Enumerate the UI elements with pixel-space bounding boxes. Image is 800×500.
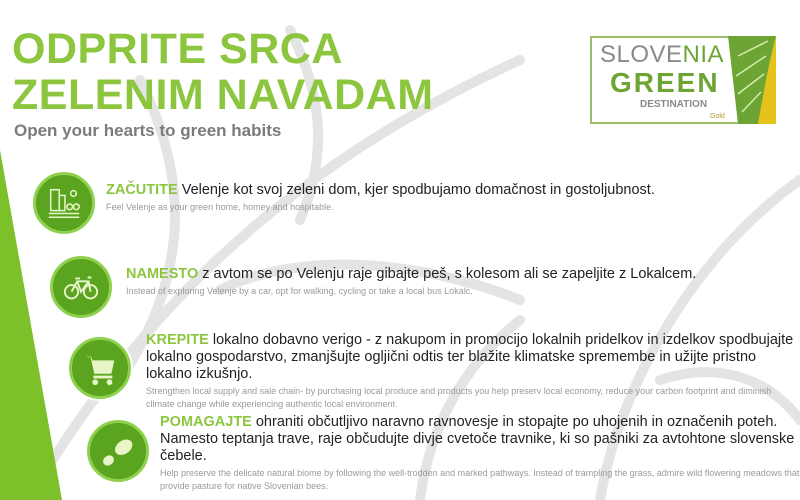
item-english: Strengthen local supply and sale chain- by purchasing local produce and products you help preserv local economy, reduce your carbon footprint and diminish climate change while experiencing authentic local environment. — [146, 386, 772, 409]
slovenia-green-logo — [590, 36, 775, 124]
logo-slovenia — [600, 41, 724, 69]
item-description: lokalno dobavno verigo - z nakupom in promocijo lokalnih pridelkov in izdelkov spodbujajte lokalno gospodarstvo, zmanjšujte ogljični odtis ter blažite klimatske spremembe in užijte pristno lokalno izkušnjo. — [146, 332, 794, 382]
logo-slove: SLOVE — [600, 41, 683, 68]
logo-frame — [590, 36, 742, 124]
item-description: ohraniti občutljivo naravno ravnovesje in stopajte po uhojenih in označenih poteh. Namesto teptanja trave, raje občudujte divje cvetoče travnike, ki so pašniki za avtohtone slovenske čebele. — [160, 414, 795, 464]
item-english: Instead of exploring Velenje by a car, opt for walking, cycling or take a local bus Lokalc. — [126, 286, 473, 296]
headline-line-1: ODPRITE SRCA — [12, 25, 343, 73]
headline-line-2: ZELENIM NAVADAM — [12, 71, 434, 119]
city-icon — [33, 172, 95, 234]
logo-green: GREEN — [610, 67, 720, 98]
logo-nia: NIA — [682, 41, 725, 68]
item-text — [106, 182, 796, 199]
item-text — [160, 414, 800, 465]
logo-level: Gold — [710, 113, 725, 120]
page-headline — [12, 26, 434, 118]
item-english: Help preserve the delicate natural biome by following the well-trodden and marked pathways. Instead of trampling the grass, admire wild flowering meadows that provide pasture for native Slovenian bees. — [160, 468, 800, 491]
item-english: Feel Velenje as your green home, homey and hospitable. — [106, 202, 334, 212]
item-keyword: ZAČUTITE — [106, 182, 178, 198]
item-keyword: POMAGAJTE — [160, 414, 252, 430]
item-keyword: NAMESTO — [126, 266, 199, 282]
bicycle-icon — [50, 256, 112, 318]
item-description: z avtom se po Velenju raje gibajte peš, s kolesom ali se zapeljite z Lokalcem. — [198, 266, 697, 282]
item-text — [126, 266, 796, 283]
page-subtitle: Open your hearts to green habits — [14, 121, 282, 140]
leaf-icon — [728, 36, 778, 124]
shopping-cart-icon — [69, 337, 131, 399]
item-text — [146, 332, 796, 383]
item-description: Velenje kot svoj zeleni dom, kjer spodbujamo domačnost in gostoljubnost. — [177, 182, 655, 198]
item-keyword: KREPITE — [146, 332, 209, 348]
logo-destination: DESTINATION — [640, 99, 708, 110]
footprint-icon — [87, 420, 149, 482]
